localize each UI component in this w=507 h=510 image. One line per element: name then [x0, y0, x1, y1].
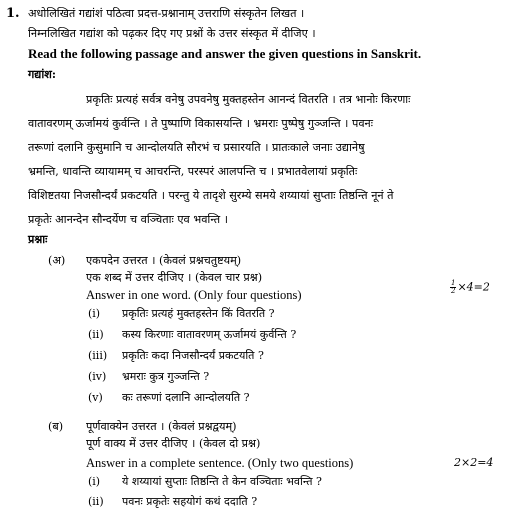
instruction-english: Read the following passage and answer the given questions in Sanskrit.: [28, 46, 422, 61]
item-text: कः तरूणां दलानि आन्दोलयति ?: [122, 391, 250, 404]
passage-line: तरूणां दलानि कुसुमानि च आन्दोलयति सौरभं च प्रसारयति । प्रातःकाले जनाः उद्यानेषु: [28, 141, 365, 154]
item-text: भ्रमराः कुत्र गुञ्जन्ति ?: [122, 370, 210, 383]
section-b-label: (ब): [48, 420, 64, 433]
item-number: (ii): [88, 328, 104, 341]
instruction-sanskrit: अधोलिखितं गद्यांशं पठित्वा प्रदत्त-प्रश्नानाम् उत्तराणि संस्कृतेन लिखत ।: [28, 7, 305, 20]
passage-heading: गद्यांश:: [28, 67, 56, 81]
item-text: पवनः प्रकृतेः सहयोगं कथं ददाति ?: [122, 495, 258, 508]
section-a-heading-english: Answer in one word. (Only four questions): [86, 288, 302, 302]
passage-line: विशिष्टतया निजसौन्दर्यं प्रकटयति । परन्तु ये तादृशे सुरम्ये समये शय्यायां सुप्ताः तिष्ठन्ति नूनं ते: [28, 189, 394, 202]
item-number: (iv): [88, 370, 107, 383]
section-a-heading-hindi: एक शब्द में उत्तर दीजिए । (केवल चार प्रश्न): [86, 271, 263, 284]
passage-line: भ्रमन्ति, धावन्ति व्यायामम् च आचरन्ति, परस्परं आलपन्ति च । प्रभातवेलायां प्रकृतिः: [28, 165, 358, 178]
section-b-heading-hindi: पूर्ण वाक्य में उत्तर दीजिए । (केवल दो प्रश्न): [86, 437, 261, 450]
item-text: प्रकृतिः प्रत्यहं मुक्तहस्तेन किं वितरति ?: [122, 307, 275, 320]
item-number: (ii): [88, 495, 104, 508]
item-number: (i): [88, 475, 101, 488]
passage-line: प्रकृतेः आनन्देन सौन्दर्येण च वञ्चिताः एव भवन्ति ।: [28, 213, 228, 226]
section-a-marks: $\frac{1}{2}$ ×4=2: [451, 279, 490, 295]
item-number: (iii): [88, 349, 108, 362]
section-a-heading-sanskrit: एकपदेन उत्तरत । (केवलं प्रश्नचतुष्टयम्): [86, 254, 242, 267]
item-number: (v): [88, 391, 103, 404]
question-number: 1.: [6, 6, 20, 21]
section-a-label: (अ): [48, 254, 66, 267]
questions-heading: प्रश्नाः: [28, 232, 48, 246]
instruction-hindi: निम्नलिखित गद्यांश को पढ़कर दिए गए प्रश्नों के उत्तर संस्कृत में दीजिए ।: [28, 27, 316, 40]
section-b-heading-sanskrit: पूर्णवाक्येन उत्तरत । (केवलं प्रश्नद्वयम्): [86, 420, 237, 433]
item-text: कस्य किरणाः वातावरणम् ऊर्जामयं कुर्वन्ति ?: [122, 328, 297, 341]
item-number: (i): [88, 307, 101, 320]
section-b-marks: 2×2=4: [454, 456, 494, 469]
section-b-heading-english: Answer in a complete sentence. (Only two questions): [86, 456, 354, 470]
passage-line: प्रकृतिः प्रत्यहं सर्वत्र वनेषु उपवनेषु मुक्तहस्तेन आनन्दं वितरति । तत्र भानोः किरणाः: [86, 93, 411, 106]
item-text: ये शय्यायां सुप्ताः तिष्ठन्ति ते केन वञ्चिताः भवन्ति ?: [122, 475, 322, 488]
item-text: प्रकृतिः कदा निजसौन्दर्यं प्रकटयति ?: [122, 349, 264, 362]
marks-fraction: $\frac{1}{2}$: [451, 279, 456, 295]
passage-line: वातावरणम् ऊर्जामयं कुर्वन्ति । ते पुष्पाणि विकासयन्ति । भ्रमराः पुष्पेषु गुञ्जन्ति । पवनः: [28, 117, 374, 130]
